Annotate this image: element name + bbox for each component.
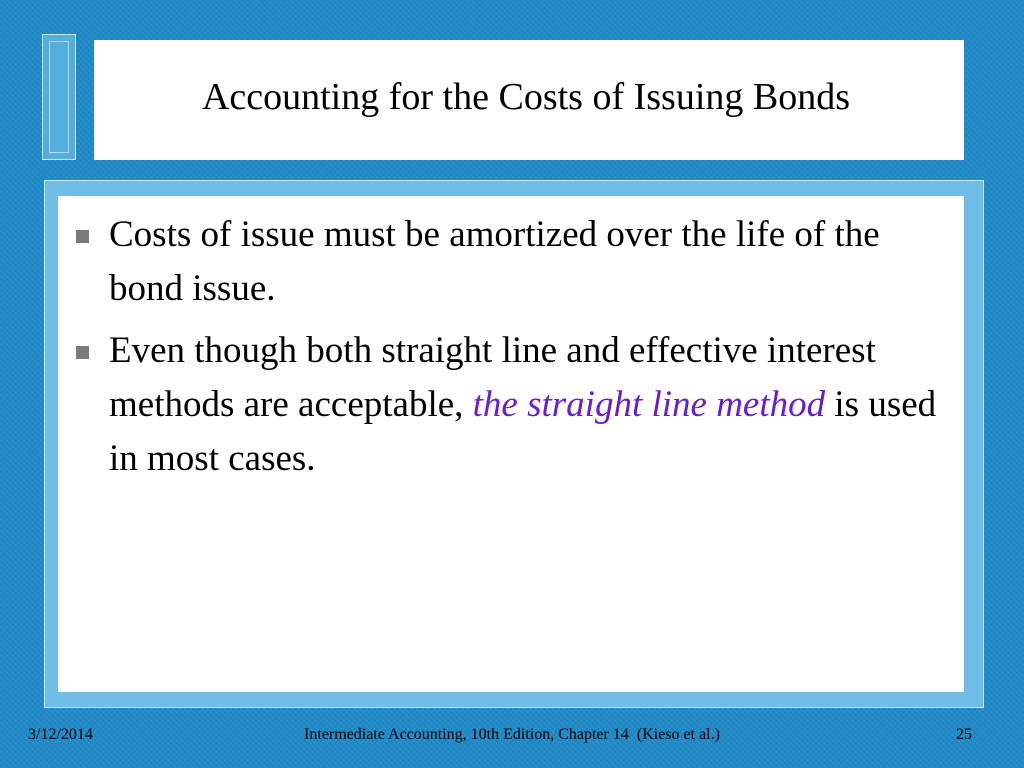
title-accent-bar — [42, 34, 76, 160]
bullet-item — [74, 208, 954, 316]
bullet-item — [74, 324, 954, 486]
footer-source: Intermediate Accounting, 10th Edition, Chapter 14 (Kieso et al.) — [304, 726, 720, 743]
footer-date: 3/12/2014 — [28, 726, 93, 743]
square-bullet-icon — [76, 230, 89, 243]
bullet-text-lead: Even though both straight line and effective interest methods are acceptable, — [109, 330, 876, 425]
bullet-text: Costs of issue must be amortized over the life of the bond issue. — [109, 214, 880, 309]
slide-title: Accounting for the Costs of Issuing Bonds — [201, 76, 851, 118]
emphasized-text: the straight line method — [472, 384, 826, 425]
page-number: 25 — [956, 726, 972, 743]
square-bullet-icon — [76, 346, 89, 359]
bullet-list — [74, 208, 954, 494]
bullet-text-tail: is used in most cases. — [109, 384, 937, 479]
